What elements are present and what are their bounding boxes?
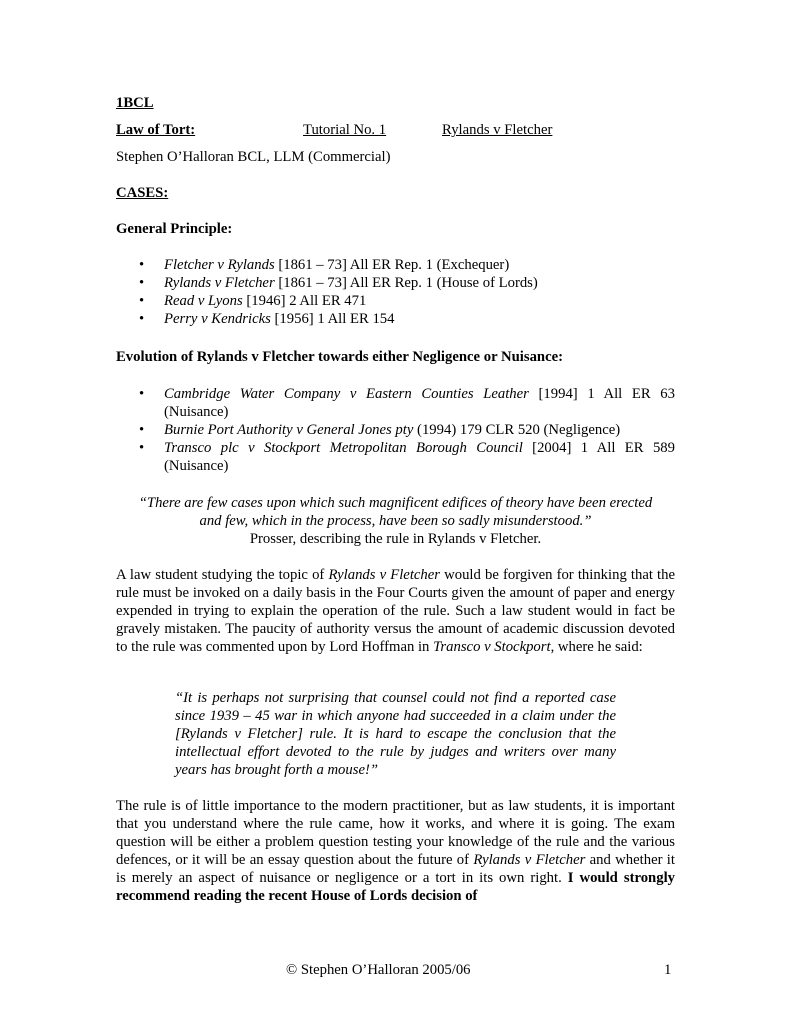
page-number: 1 [664, 962, 672, 978]
importance-paragraph [116, 797, 675, 905]
subject-title: Law of Tort: [116, 122, 196, 138]
case-name: Cambridge Water Company v Eastern Counties Leather [164, 386, 529, 402]
evolution-cases-list [139, 385, 675, 475]
case-citation: [1946] 2 All ER 471 [242, 293, 367, 309]
footer-copyright: © Stephen O’Halloran 2005/06 [286, 962, 471, 978]
list-item [139, 439, 675, 475]
paragraph-text: , where he said: [550, 639, 643, 655]
bullet-icon: • [139, 257, 145, 273]
prosser-quote [116, 494, 675, 548]
paragraph-text: A law student studying the topic of [116, 567, 329, 583]
case-citation: [1861 – 73] All ER Rep. 1 (Exchequer) [274, 257, 510, 273]
quote-line: and few, which in the process, have been so sadly misunderstood.” [199, 513, 592, 529]
case-citation: (1994) 179 CLR 520 (Negligence) [413, 422, 621, 438]
bullet-icon: • [139, 422, 145, 438]
general-principle-heading: General Principle: [116, 221, 233, 237]
cases-heading: CASES: [116, 185, 169, 201]
tutorial-number: Tutorial No. 1 [303, 122, 387, 138]
bullet-icon: • [139, 440, 145, 456]
case-name: Rylands v Fletcher [164, 275, 275, 291]
bullet-icon: • [139, 293, 145, 309]
general-cases-list [139, 256, 675, 328]
paragraph-text: The rule is of little importance to the modern practitioner, but as law students, it is important that you understand where the rule came, how it works, and where it is going. The exam question will be either a problem question testing your knowledge of the rule and the various defences, or it will be an essay question about the future of [116, 798, 675, 868]
quote-line: “There are few cases upon which such magnificent edifices of theory have been erected [138, 495, 653, 511]
list-item [139, 385, 675, 421]
case-citation: [1861 – 73] All ER Rep. 1 (House of Lords) [274, 275, 538, 291]
list-item [139, 310, 675, 328]
list-item [139, 292, 675, 310]
hoffman-quote: “It is perhaps not surprising that counsel could not find a reported case since 1939 – 45 war in which anyone had succeeded in a claim under the [Rylands v Fletcher] rule. It is hard to escape the conclusion that the intellectual effort devoted to the rule by judges and writers over many years has brought forth a mouse!” [175, 690, 616, 778]
case-name: Fletcher v Rylands [164, 257, 275, 273]
list-item [139, 274, 675, 292]
case-name: Transco v Stockport [433, 639, 551, 655]
case-name: Rylands v Fletcher [328, 567, 441, 583]
case-citation: [1956] 1 All ER 154 [270, 311, 395, 327]
paragraph-text: would be forgiven for thinking that the rule must be invoked on a daily basis in the Four Courts given the amount of paper and energy expended in trying to explain the operation of the rule. Such a law student would in fact be gravely mistaken. The paucity of authority versus the amount of academic discussion devoted to the rule was commented upon by Lord Hoffman in [116, 567, 675, 655]
case-citation: [2004] 1 All ER 589 (Nuisance) [164, 440, 675, 474]
list-item [139, 421, 675, 439]
case-citation: [1994] 1 All ER 63 (Nuisance) [164, 386, 675, 420]
author-line: Stephen O’Halloran BCL, LLM (Commercial) [116, 149, 391, 165]
case-name: Rylands v Fletcher [473, 852, 586, 868]
case-name: Read v Lyons [164, 293, 243, 309]
bullet-icon: • [139, 386, 145, 402]
intro-paragraph [116, 566, 675, 656]
list-item [139, 256, 675, 274]
quote-attribution: Prosser, describing the rule in Rylands v Fletcher. [249, 531, 542, 547]
bullet-icon: • [139, 311, 145, 327]
recommendation-text: I would strongly recommend reading the recent House of Lords decision of [116, 870, 675, 904]
bullet-icon: • [139, 275, 145, 291]
evolution-heading: Evolution of Rylands v Fletcher towards either Negligence or Nuisance: [116, 349, 564, 365]
case-name: Burnie Port Authority v General Jones pty [164, 422, 414, 438]
case-name: Perry v Kendricks [164, 311, 271, 327]
case-name: Transco plc v Stockport Metropolitan Borough Council [164, 440, 523, 456]
topic-title: Rylands v Fletcher [442, 122, 553, 138]
paragraph-text: and whether it is merely an aspect of nuisance or negligence or a tort in its own right. [116, 852, 675, 886]
course-code: 1BCL [116, 95, 154, 111]
